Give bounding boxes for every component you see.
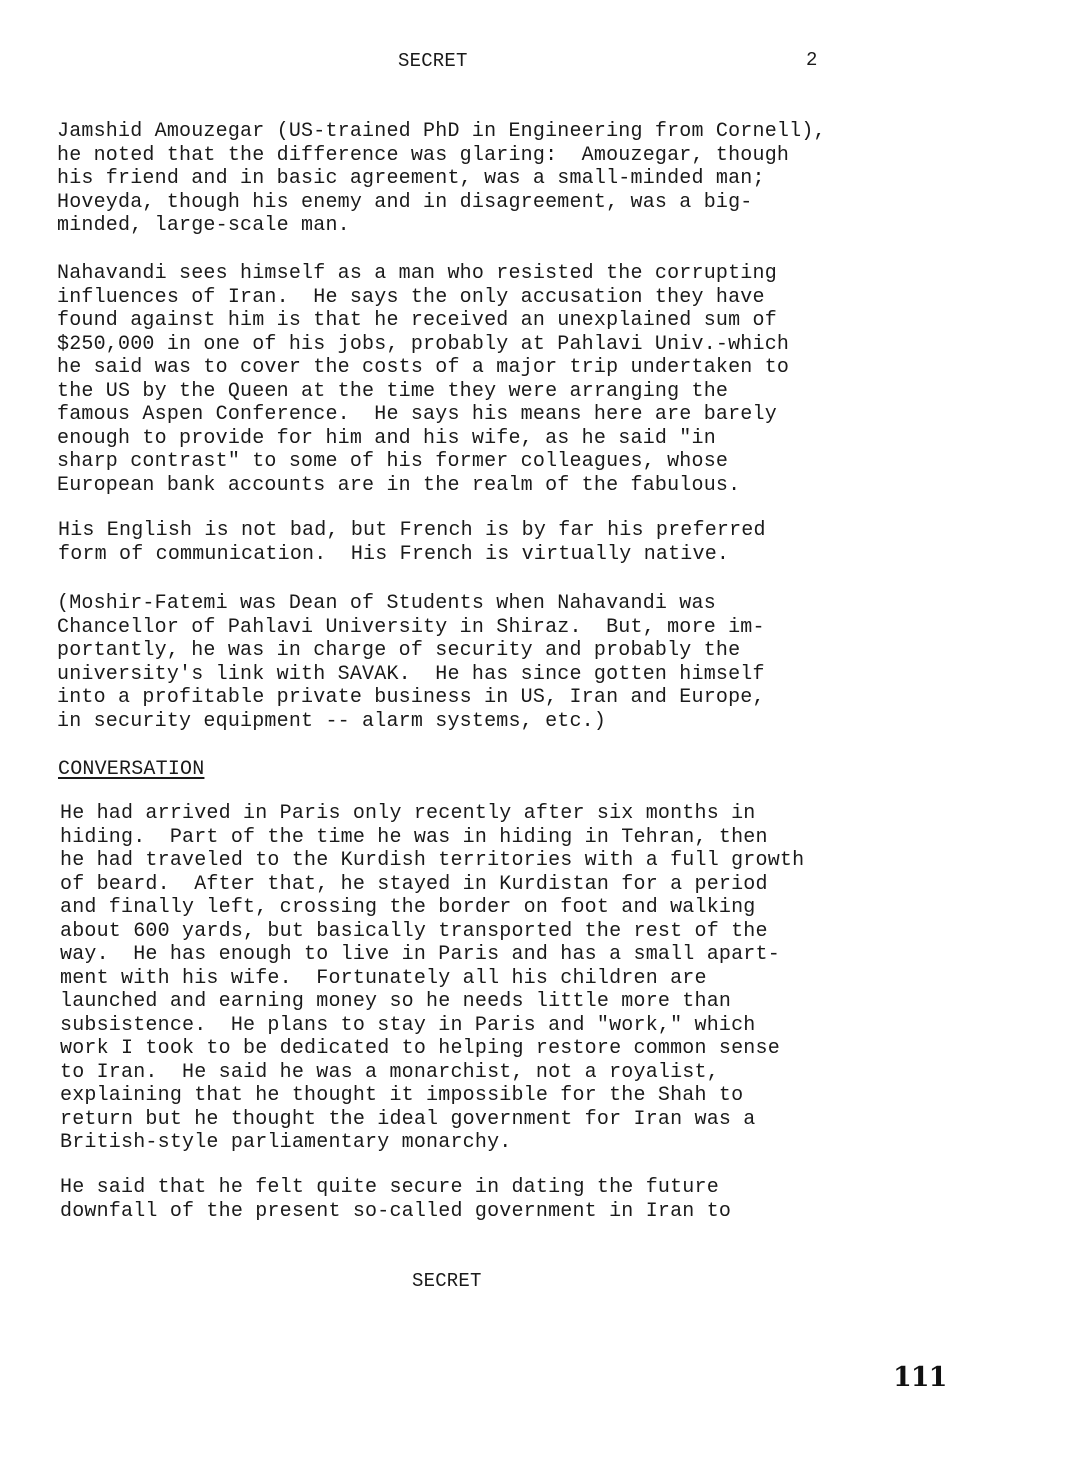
paragraph-nahavandi: Nahavandi sees himself as a man who resisted the corrupting influences of Iran. He says the only accusation they have found against him is that he received an unexplained sum of $250,000 in one of his jobs, probably at Pahlavi Univ.-which he said was to cover the costs of a major trip undertaken to the US by the Queen at the time they were arranging the famous Aspen Conference. He says his means here are barely enough to provide for him and his wife, as he said "in sharp contrast" to some of his former colleagues, whose European bank accounts are in the realm of the fabulous. — [57, 262, 790, 497]
section-heading-conversation: CONVERSATION — [58, 758, 205, 781]
footer-classification: SECRET — [412, 1270, 482, 1292]
paragraph-conversation-arrival: He had arrived in Paris only recently after six months in hiding. Part of the time he was in hiding in Tehran, then he had traveled to the Kurdish territories with a full growth of beard. After that, he stayed in Kurdistan for a period and finally left, crossing the border on foot and walking about 600 yards, but basically transported the rest of the way. He has enough to live in Paris and has a small apart- ment with his wife. Fortunately all his children are launched and earning money so he needs little more than subsistence. He plans to stay in Paris and "work," which work I took to be dedicated to helping restore common sense to Iran. He said he was a monarchist, not a royalist, explaining that he thought it impossible for the Shah to return but he thought the ideal government for Iran was a British-style parliamentary monarchy. — [60, 802, 805, 1154]
paragraph-amouzegar: Jamshid Amouzegar (US-trained PhD in Engineering from Cornell), he noted that the difference was glaring: Amouzegar, though his friend and in basic agreement, was a small-minded man; Hoveyda, though his enemy and in disagreement, was a big- minded, large-scale man. — [57, 120, 826, 237]
paragraph-language: His English is not bad, but French is by far his preferred form of communication. His French is virtually native. — [58, 519, 766, 566]
header-page-number: 2 — [806, 49, 818, 71]
header-classification: SECRET — [398, 50, 468, 72]
document-page-number: 111 — [893, 1362, 947, 1393]
paragraph-conversation-downfall: He said that he felt quite secure in dating the future downfall of the present so-called government in Iran to — [60, 1176, 732, 1223]
paragraph-moshir-fatemi: (Moshir-Fatemi was Dean of Students when Nahavandi was Chancellor of Pahlavi University in Shiraz. But, more im- portantly, he was in charge of security and probably the university's link with SAVAK. He has since gotten himself into a profitable private business in US, Iran and Europe, in security equipment -- alarm systems, etc.) — [57, 592, 765, 733]
